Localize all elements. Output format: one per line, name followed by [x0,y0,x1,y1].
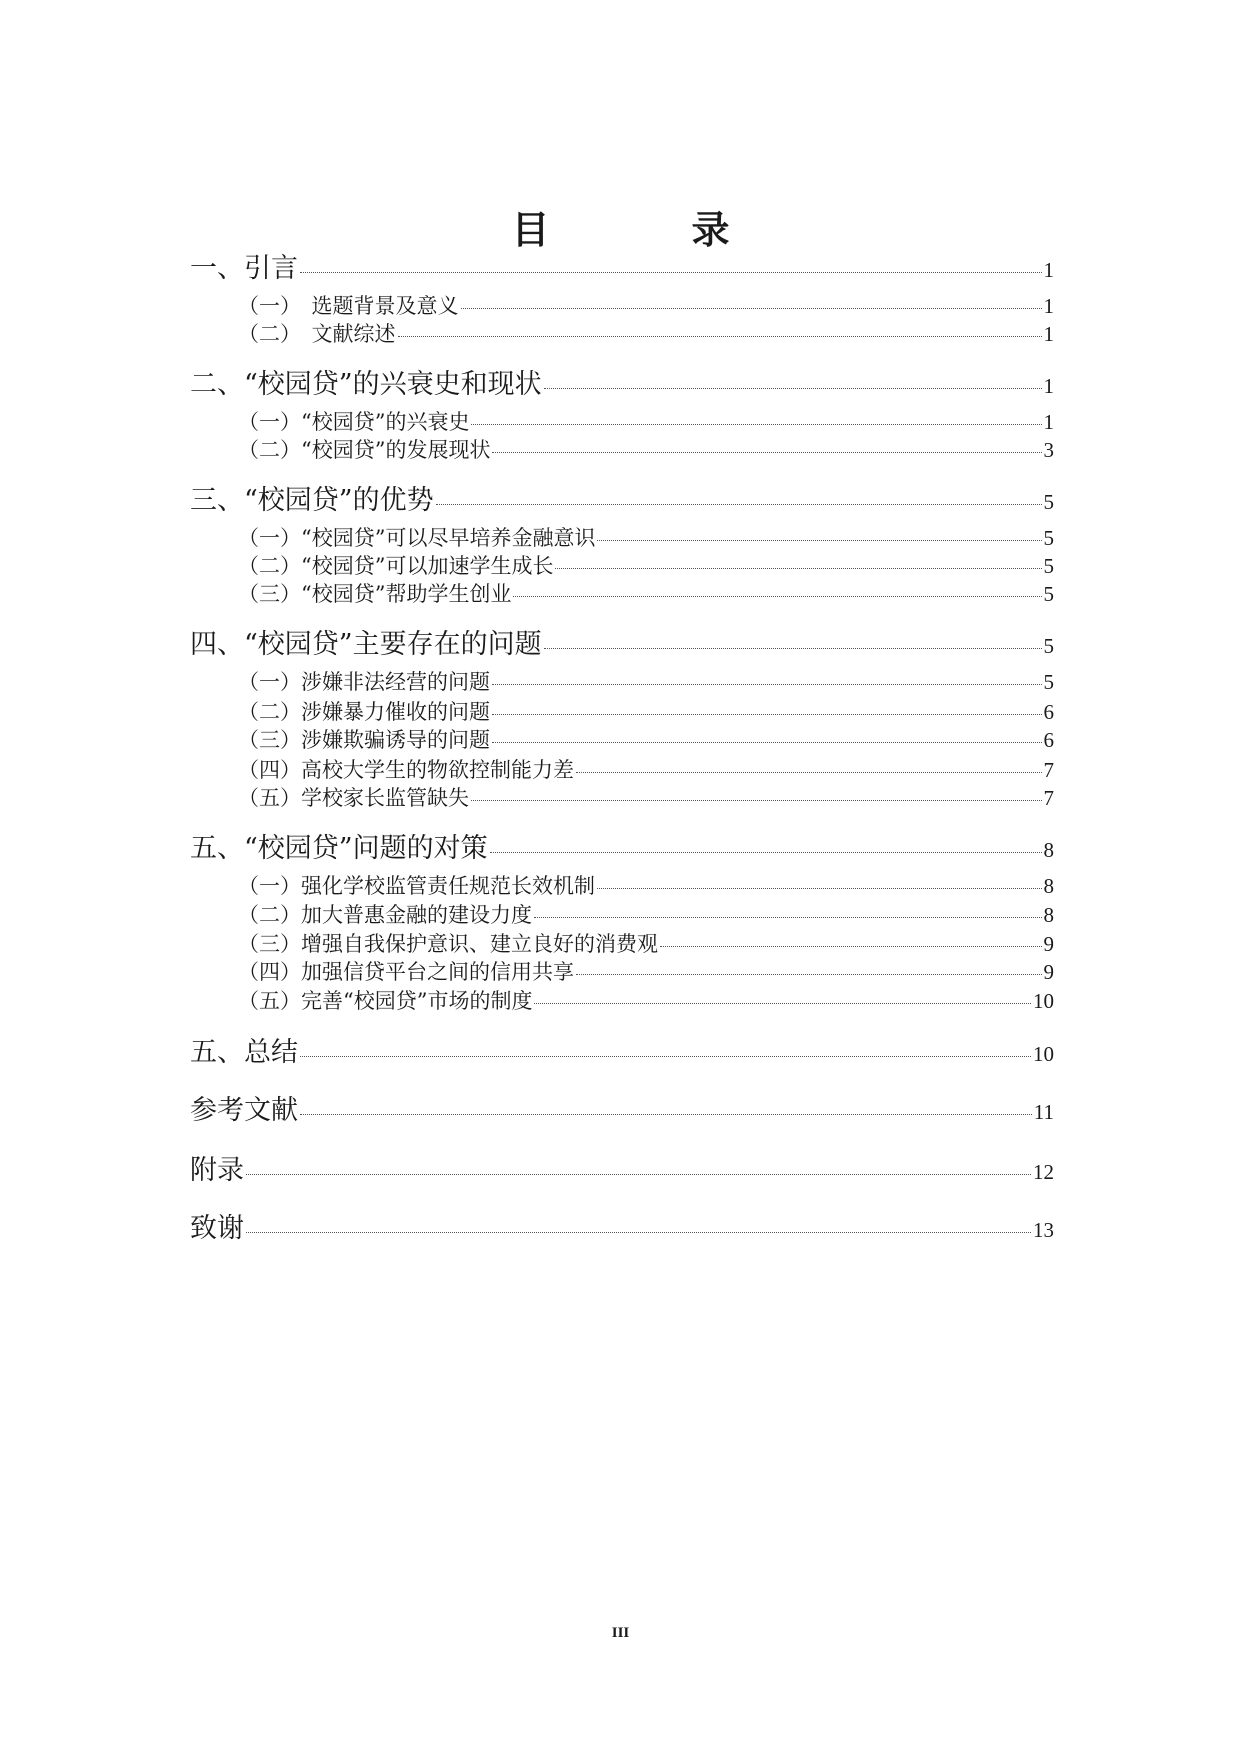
toc-dot-leader [471,799,1042,801]
toc-section-entry[interactable] [238,522,1054,552]
toc-page-number: 6 [1043,700,1054,724]
toc-dot-leader [461,307,1042,309]
toc-dot-leader [544,387,1042,389]
toc-entry-label: （一）“校园贷”可以尽早培养金融意识 [238,526,596,550]
toc-page-number: 1 [1043,258,1054,282]
toc-dot-leader [534,1002,1031,1004]
toc-page-number: 10 [1033,989,1054,1013]
toc-page-number: 5 [1043,582,1054,606]
toc-page-number: 5 [1043,526,1054,550]
toc-entry-label: （四）高校大学生的物欲控制能力差 [238,758,574,782]
toc-entry-label: 五、总结 [190,1037,298,1068]
toc-chapter-entry[interactable] [190,362,1054,401]
toc-dot-leader [471,423,1041,425]
toc-dot-leader [513,595,1041,597]
toc-entry-label: （二） 文献综述 [238,322,396,346]
toc-section-entry[interactable] [238,928,1054,958]
toc-dot-leader [398,335,1042,337]
toc-dot-leader [597,539,1041,541]
toc-section-entry[interactable] [238,318,1054,348]
toc-chapter-entry[interactable] [190,826,1054,865]
toc-entry-label: 附录 [190,1155,244,1186]
toc-entry-label: （五）完善“校园贷”市场的制度 [238,989,533,1013]
toc-dot-leader [492,683,1042,685]
toc-chapter-entry[interactable] [190,1148,1054,1187]
toc-entry-label: （二）“校园贷”的发展现状 [238,438,491,462]
toc-page-number: 11 [1033,1100,1054,1124]
toc-section-entry[interactable] [238,782,1054,812]
toc-entry-label: （一） 选题背景及意义 [238,294,459,318]
toc-chapter-entry[interactable] [190,478,1054,517]
toc-section-entry[interactable] [238,899,1054,929]
toc-section-entry[interactable] [238,870,1054,900]
toc-entry-label: 参考文献 [190,1095,298,1126]
toc-dot-leader [300,1055,1031,1057]
toc-entry-label: （三）“校园贷”帮助学生创业 [238,582,512,606]
toc-section-entry[interactable] [238,550,1054,580]
toc-page-number: 8 [1043,874,1054,898]
toc-section-entry[interactable] [238,985,1054,1015]
toc-section-entry[interactable] [238,290,1054,320]
toc-page-number: 5 [1043,634,1054,658]
toc-entry-label: （五）学校家长监管缺失 [238,786,469,810]
toc-entry-label: （一）涉嫌非法经营的问题 [238,670,490,694]
toc-dot-leader [492,451,1041,453]
toc-chapter-entry[interactable] [190,1088,1054,1127]
toc-page-number: 7 [1043,758,1054,782]
toc-section-entry[interactable] [238,754,1054,784]
toc-dot-leader [492,713,1042,715]
toc-page-number: 12 [1033,1160,1054,1184]
toc-dot-leader [576,973,1042,975]
toc-page-number: 1 [1043,322,1054,346]
toc-entry-label: 一、引言 [190,253,298,284]
toc-dot-leader [555,567,1041,569]
toc-dot-leader [597,887,1042,889]
toc-page-number: 5 [1043,490,1054,514]
toc-page-number: 8 [1043,903,1054,927]
toc-page-number: 5 [1043,670,1054,694]
toc-entry-label: （一）强化学校监管责任规范长效机制 [238,874,595,898]
toc-dot-leader [246,1173,1031,1175]
toc-dot-leader [436,503,1042,505]
toc-entry-label: （二）涉嫌暴力催收的问题 [238,700,490,724]
toc-entry-label: （二）加大普惠金融的建设力度 [238,903,532,927]
toc-page-number: 10 [1033,1042,1054,1066]
toc-page-number: 9 [1043,960,1054,984]
toc-entry-label: （三）增强自我保护意识、建立良好的消费观 [238,932,658,956]
toc-dot-leader [576,771,1042,773]
toc-dot-leader [492,741,1042,743]
toc-page-number: 13 [1033,1218,1054,1242]
toc-entry-label: 四、“校园贷”主要存在的问题 [190,629,542,660]
toc-dot-leader [544,647,1042,649]
toc-page-number: 3 [1043,438,1054,462]
toc-chapter-entry[interactable] [190,246,1054,285]
toc-section-entry[interactable] [238,666,1054,696]
toc-section-entry[interactable] [238,724,1054,754]
toc-chapter-entry[interactable] [190,622,1054,661]
toc-entry-label: 三、“校园贷”的优势 [190,485,434,516]
toc-dot-leader [534,916,1042,918]
toc-entry-label: （一）“校园贷”的兴衰史 [238,410,470,434]
toc-entry-label: （三）涉嫌欺骗诱导的问题 [238,728,490,752]
toc-entry-label: 二、“校园贷”的兴衰史和现状 [190,369,542,400]
toc-dot-leader [246,1231,1031,1233]
page-title: 目 录 [511,207,782,252]
toc-section-entry[interactable] [238,696,1054,726]
toc-page-number: 1 [1043,410,1054,434]
toc-page-number: 5 [1043,554,1054,578]
toc-dot-leader [490,851,1042,853]
toc-page-number: 6 [1043,728,1054,752]
toc-page-number: 8 [1043,838,1054,862]
toc-page-number: 7 [1043,786,1054,810]
toc-chapter-entry[interactable] [190,1206,1054,1245]
toc-entry-label: 致谢 [190,1213,244,1244]
toc-section-entry[interactable] [238,434,1054,464]
toc-entry-label: （二）“校园贷”可以加速学生成长 [238,554,554,578]
toc-section-entry[interactable] [238,406,1054,436]
toc-section-entry[interactable] [238,578,1054,608]
toc-dot-leader [660,945,1042,947]
toc-section-entry[interactable] [238,956,1054,986]
toc-dot-leader [300,1113,1032,1115]
toc-page-number: 1 [1043,294,1054,318]
toc-entry-label: 五、“校园贷”问题的对策 [190,833,488,864]
toc-page-number: 9 [1043,932,1054,956]
page-number: III [611,1625,630,1641]
toc-chapter-entry[interactable] [190,1030,1054,1069]
toc-dot-leader [300,271,1042,273]
toc-entry-label: （四）加强信贷平台之间的信用共享 [238,960,574,984]
toc-page-number: 1 [1043,374,1054,398]
